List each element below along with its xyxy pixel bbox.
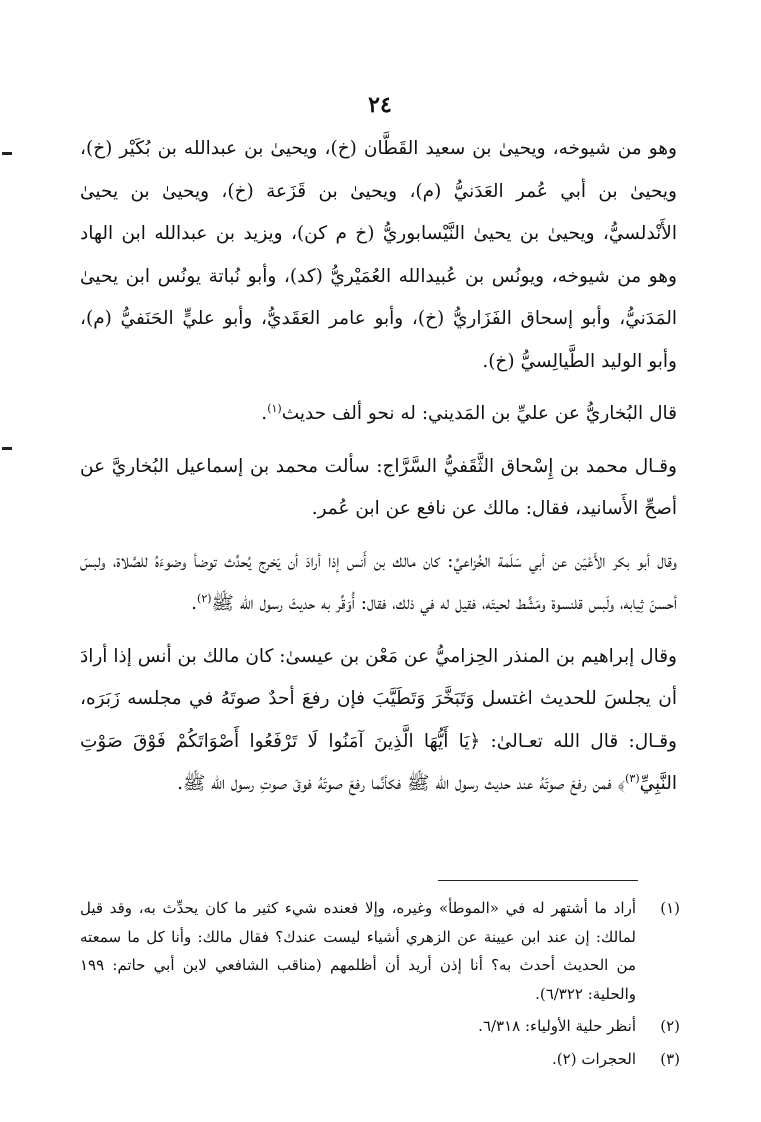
- footnote-number: (١): [660, 899, 680, 917]
- footnote-ref-3: (٣): [625, 771, 640, 785]
- paragraph-4-end: .: [191, 593, 198, 614]
- footnote-number: (٣): [660, 1049, 680, 1068]
- margin-mark: [2, 152, 12, 155]
- paragraph-2-text: قال البُخاريُّ عن عليِّ بن المَديني: له نحو ألف حديث: [281, 403, 677, 424]
- footnote-text: أنظر حلية الأولياء: ٦/٣١٨.: [478, 1017, 636, 1035]
- main-text: [80, 128, 677, 806]
- footnote-3: [80, 1045, 680, 1074]
- footnote-number: (٢): [660, 1017, 680, 1035]
- footnote-text: أراد ما أشتهر له في «الموطأ» وغيره، وإلا فعنده شيء كثير ما كان يحدِّث به، وقد قيل لمالك: إن عند ابن عيينة عن الزهري أشياء ليست عندك؟ فقال مالك: وأنا كل ما سمعته من الحديث أحدث به؟ أنا إذن أريد أن أظلمهم (مناقب الشافعي لابن أبي حاتم: ١٩٩ والحلية: ٦/٣٢٢).: [80, 899, 636, 1003]
- footnote-ref-2: (٢): [197, 591, 212, 605]
- footnotes: [80, 894, 680, 1073]
- paragraph-2: [80, 393, 677, 436]
- paragraph-2-end: .: [261, 403, 268, 424]
- paragraph-5: [80, 636, 677, 806]
- margin-mark: [2, 447, 12, 450]
- footnote-1: [80, 894, 680, 1008]
- paragraph-4: [80, 541, 677, 626]
- footnote-ref-1: (١): [267, 401, 282, 415]
- footnote-divider: [438, 880, 638, 881]
- footnote-text: الحجرات (٢).: [552, 1049, 636, 1068]
- paragraph-1: وهو من شيوخه، ويحيىٰ بن سعيد القَطَّان (خ)، ويحيىٰ بن عبدالله بن بُكَيْر (خ)، ويحيىٰ بن أبي عُمر العَدَنيُّ (م)، ويحيىٰ بن قَزَعة (خ)، ويحيىٰ بن يحيىٰ الأَنْدلسيُّ، ويحيىٰ بن يحيىٰ النَّيْسابوريُّ (خ م كن)، ويزيد بن عبدالله ابن الهاد وهو من شيوخه، ويونُس بن عُبيدالله العُمَيْريُّ (كد)، وأبو نُباتة يونُس ابن يحيىٰ المَدَنيُّ، وأبو إسحاق الفَزَاريُّ (خ)، وأبو عامر العَقَديُّ، وأبو عليٍّ الحَنَفيُّ (م)، وأبو الوليد الطَّيالِسيُّ (خ).: [80, 138, 677, 372]
- page-number: ٢٤: [368, 92, 392, 118]
- paragraph-5-rest: ﴾ فمن رفعَ صوتَهُ عند حديث رسول الله ﷺ فكأنَّما رفعَ صوتَهُ فوقَ صوتِ رسول الله ﷺ.: [177, 773, 626, 794]
- paragraph-5-text: وقال إبراهيم بن المنذر الحِزاميُّ عن مَعْن بن عيسىٰ: كان مالك بن أنس إذا أرادَ أن يجلسَ للحديث اغتسل وَتَبَخَّرَ وَتَطَيَّبَ فإن رفعَ أحدٌ صوتَهُ في مجلسه زَبَرَه، وقـال: قال الله تعـالىٰ: ﴿يَا أَيُّهَا الَّذِينَ آمَنُوا لَا تَرْفَعُوا أَصْوَاتَكُمْ فَوْقَ صَوْتِ النَّبِيِّ: [80, 645, 677, 794]
- footnote-2: [80, 1012, 680, 1041]
- paragraph-4-text: وقال أبو بكر الأَعْيَن عن أبي سَلَمة الخُزاعيِّ: كان مالك بن أَنس إذا أرادَ أن يَخرج يُحدِّث توضأ وضوءَهُ للصَّلاة، ولبسَ أحسنَ ثِيابه، ولَبس قلنسوة ومَشَّط لحيتَه، فقيل له في ذلك، فقال: أُوَقِّر به حديثَ رسول الله ﷺ: [80, 550, 677, 614]
- paragraph-3: وقـال محمد بن إِسْحاق الثَّقَفيُّ السَّرَّاج: سألت محمد بن إسماعيل البُخاريَّ عن أصحِّ الأَسانيد، فقال: مالك عن نافع عن ابن عُمر.: [80, 455, 677, 519]
